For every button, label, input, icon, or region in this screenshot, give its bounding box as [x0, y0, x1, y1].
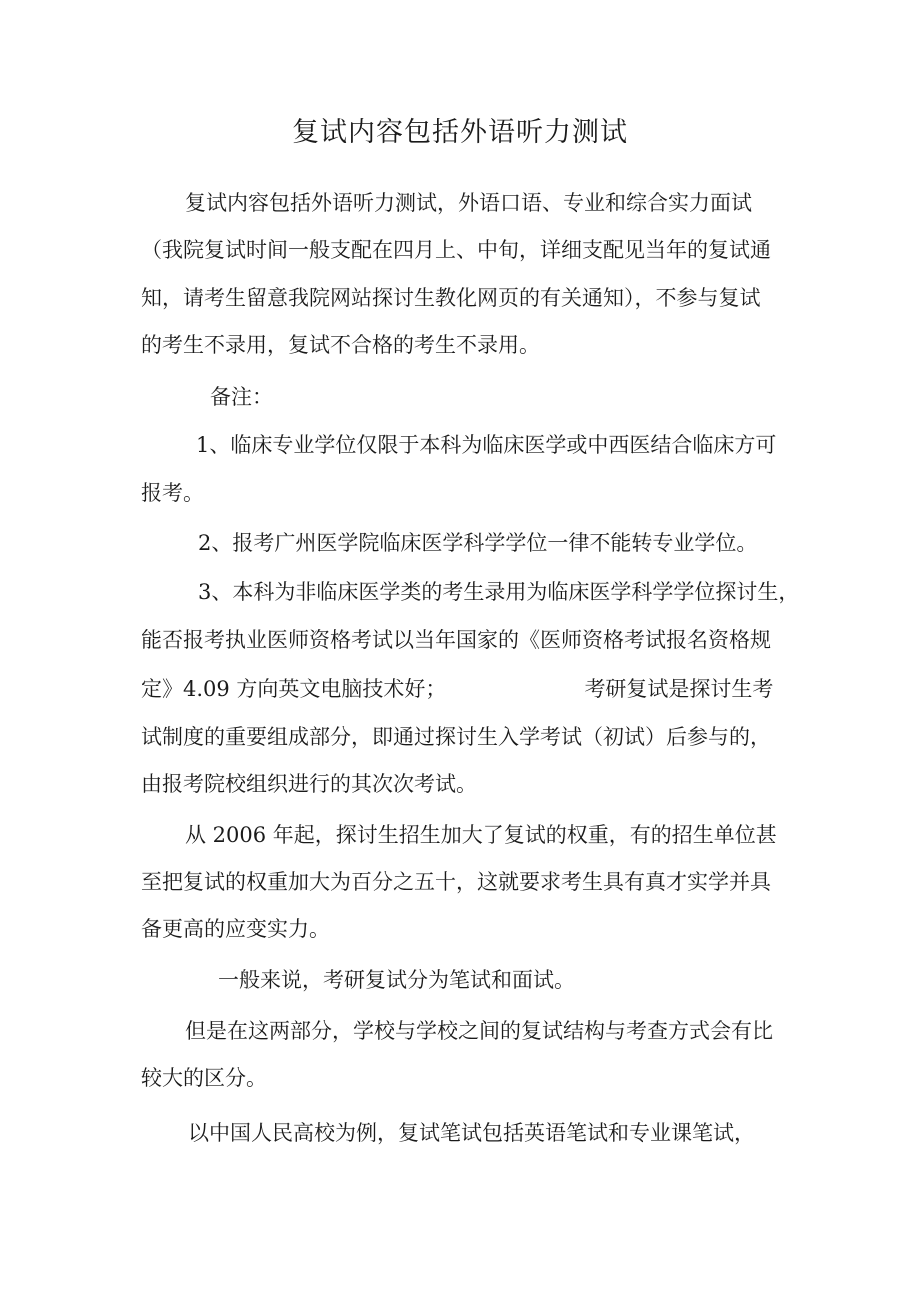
note-item-1: 1、临床专业学位仅限于本科为临床医学或中西医结合临床方可 — [196, 433, 777, 457]
paragraph-line: 以中国人民高校为例，复试笔试包括英语笔试和专业课笔试， — [188, 1121, 755, 1145]
line-segment: 考研复试是探讨生考 — [584, 677, 774, 701]
paragraph-line: 知，请考生留意我院网站探讨生教化网页的有关通知），不参与复试 — [141, 286, 761, 310]
line-segment: 定》4.09 方向英文电脑技术好； — [141, 677, 447, 701]
paragraph-line: 备更高的应变实力。 — [141, 917, 330, 941]
paragraph-line: 但是在这两部分，学校与学校之间的复试结构与考查方式会有比 — [185, 1019, 773, 1043]
paragraph-line: 一般来说，考研复试分为笔试和面试。 — [218, 968, 575, 992]
note-item-1-cont: 报考。 — [141, 481, 204, 505]
paragraph-line: 复试内容包括外语听力测试，外语口语、专业和综合实力面试 — [185, 191, 752, 215]
paragraph-line: 较大的区分。 — [141, 1066, 267, 1090]
note-item-3: 3、本科为非临床医学类的考生录用为临床医学科学学位探讨生， — [198, 580, 800, 604]
paragraph-line: （我院复试时间一般支配在四月上、中旬，详细支配见当年的复试通 — [141, 238, 771, 262]
paragraph-line: 从 2006 年起，探讨生招生加大了复试的权重，有的招生单位甚 — [185, 823, 777, 847]
document-title: 复试内容包括外语听力测试 — [292, 117, 628, 148]
note-heading: 备注： — [210, 385, 273, 409]
paragraph-line: 试制度的重要组成部分，即通过探讨生入学考试（初试）后参与的， — [141, 725, 771, 749]
paragraph-line: 至把复试的权重加大为百分之五十，这就要求考生具有真才实学并具 — [141, 870, 771, 894]
paragraph-line: 的考生不录用，复试不合格的考生不录用。 — [141, 333, 540, 357]
paragraph-line-mixed — [141, 673, 773, 705]
paragraph-line: 能否报考执业医师资格考试以当年国家的《医师资格考试报名资格规 — [141, 628, 771, 652]
paragraph-line: 由报考院校组织进行的其次次考试。 — [141, 772, 477, 796]
note-item-2: 2、报考广州医学院临床医学科学学位一律不能转专业学位。 — [198, 531, 758, 555]
